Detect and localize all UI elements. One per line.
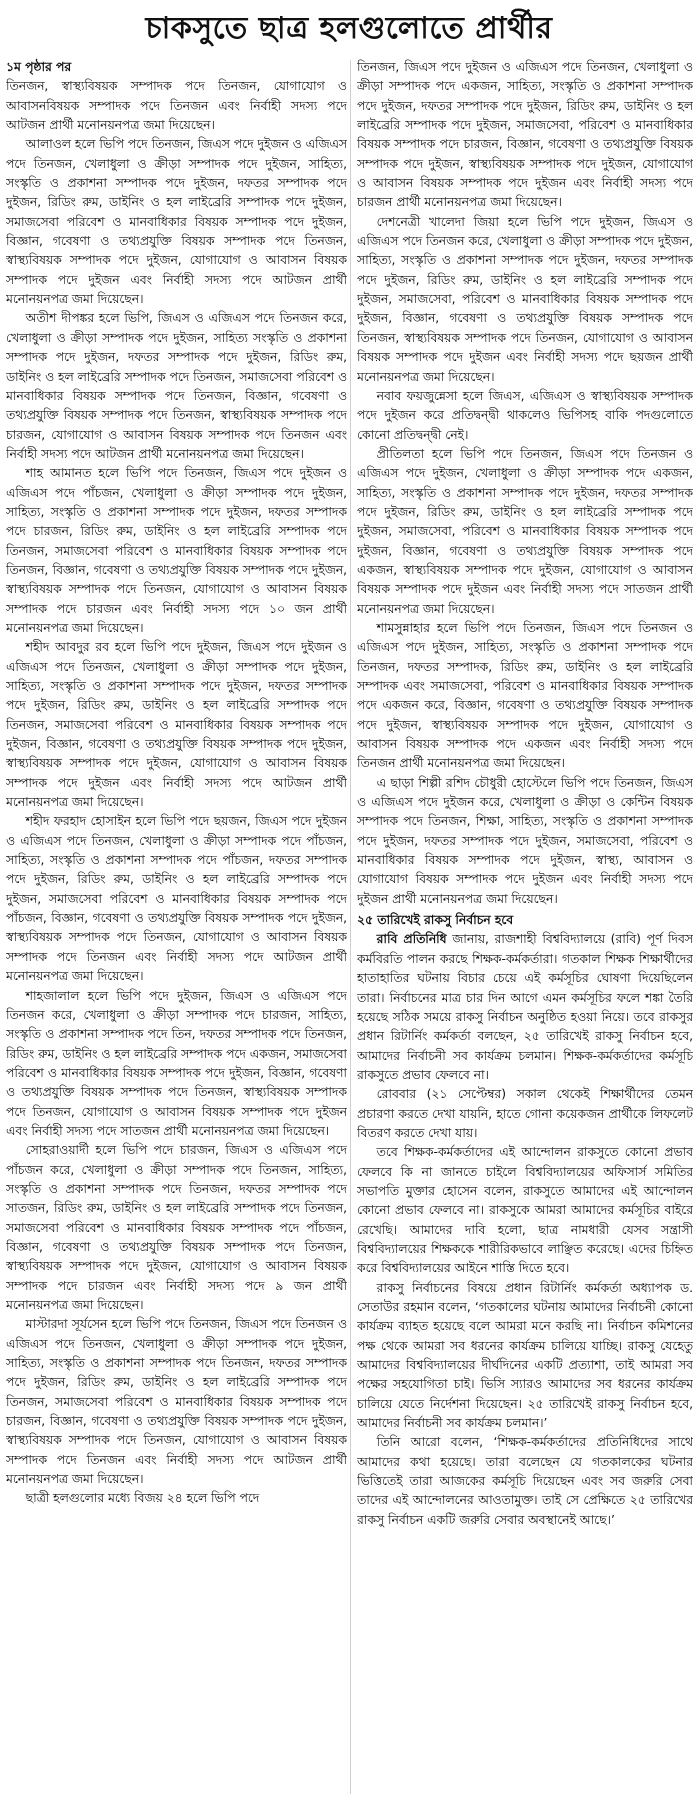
headline: চাকসুতে ছাত্র হলগুলোতে প্রার্থীর [145, 11, 553, 46]
right-column [357, 58, 693, 1798]
dateline: রাবি প্রতিনিধি [376, 932, 447, 947]
article-paragraph: শহীদ ফরহাদ হোসাইন হলে ভিপি পদে ছয়জন, জিএস পদে দুইজন ও এজিএস পদে তিনজন, খেলাধুলা ও ক্রীড়া সম্পাদক পদে পাঁচজন, সাহিত্য, সংস্কৃতি ও প্রকাশনা সম্পাদক পদে পাঁচজন, দফতর সম্পাদক পদে দুইজন, রিডিং রুম, ডাইনিং ও হল লাইব্রেরি সম্পাদক পদে দুইজন, সমাজসেবা পরিবেশ ও মানবাধিকার বিষয়ক সম্পাদক পদে পাঁচজন, বিজ্ঞান, গবেষণা ও তথ্যপ্রযুক্তি বিষয়ক সম্পাদক পদে দুইজন, স্বাস্থ্যবিষয়ক সম্পাদক পদে তিনজন, যোগাযোগ ও আবাসন বিষয়ক সম্পাদক পদে তিনজন এবং নির্বাহী সদস্য পদে আটজন প্রার্থী মনোনয়নপত্র জমা দিয়েছেন। [6, 814, 347, 984]
continued-from-page-label: ১ম পৃষ্ঠার পর [6, 60, 72, 74]
article-paragraph: তিনজন, স্বাস্থ্যবিষয়ক সম্পাদক পদে তিনজন, যোগাযোগ ও আবাসনবিষয়ক সম্পাদক পদে তিনজন এবং নির্বাহী সদস্য পদে আটজন প্রার্থী মনোনয়নপত্র জমা দিয়েছেন। [6, 79, 347, 133]
article-paragraph: মাস্টারদা সূর্যসেন হলে ভিপি পদে তিনজন, জিএস পদে তিনজন ও এজিএস পদে তিনজন, খেলাধুলা ও ক্রীড়া সম্পাদক পদে দুইজন, সাহিত্য, সংস্কৃতি ও প্রকাশনা সম্পাদক পদে তিনজন, দফতর সম্পাদক পদে দুইজন, রিডিং রুম, ডাইনিং ও হল লাইব্রেরি সম্পাদক পদে তিনজন, সমাজসেবা পরিবেশ ও মানবাধিকার বিষয়ক সম্পাদক পদে চারজন, বিজ্ঞান, গবেষণা ও তথ্যপ্রযুক্তি বিষয়ক সম্পাদক পদে দুইজন, স্বাস্থ্যবিষয়ক সম্পাদক পদে তিনজন, যোগাযোগ ও আবাসন বিষয়ক সম্পাদক পদে তিনজন এবং নির্বাহী সদস্য পদে আটজন প্রার্থী মনোনয়নপত্র জমা দিয়েছেন। [6, 1317, 347, 1487]
article-paragraph: রাকসু নির্বাচনের বিষয়ে প্রধান রিটার্নিং কর্মকর্তা অধ্যাপক ড. সেতাউর রহমান বলেন, ‘গতকালের ঘটনায় আমাদের নির্বাচনী কোনো কার্যক্রম ব্যাহত হয়েছে বলে আমরা মনে করছি না। নির্বাচন কমিশনের পক্ষ থেকে আমরা সব ধরনের কার্যক্রম চালিয়ে যাচ্ছি। রাকসু যেহেতু আমাদের বিশ্ববিদ্যালয়ের দীর্ঘদিনের একটি প্রত্যাশা, তাই আমরা সব পক্ষের সহযোগিতা চাই। ভিসি স্যারও আমাদের সব ধরনের কার্যক্রম চালিয়ে যেতে নির্দেশনা দিয়েছেন। ২৫ তারিখেই রাকসু নির্বাচন হবে, আমাদের নির্বাচনী সব কার্যক্রম চলমান।’ [357, 1280, 693, 1431]
article-paragraph: তবে শিক্ষক-কর্মকর্তাদের এই আন্দোলন রাকসুতে কোনো প্রভাব ফেলবে কি না জানতে চাইলে বিশ্ববিদ্যালয়ের অফিসার্স সমিতির সভাপতি মুক্তার হোসেন বলেন, রাকসুতে আমাদের এই আন্দোলন কোনো প্রভাব ফেলবে না। রাকসুকে আমরা আমাদের কর্মসূচির বাইরে রেখেছি। আমাদের দাবি হলো, ছাত্র নামধারী যেসব সন্ত্রাসী বিশ্ববিদ্যালয়ের শিক্ষককে শারীরিকভাবে লাঞ্ছিত করেছে। এদের চিহ্নিত করে বিশ্ববিদ্যালয়ের আইনে শাস্তি দিতে হবে। [357, 1145, 693, 1276]
dateline-text: জানায়, রাজশাহী বিশ্ববিদ্যালয়ে (রাবি) পূর্ণ দিবস কর্মবিরতি পালন করছে শিক্ষক-কর্মকর্তারা। গতকাল শিক্ষক শিক্ষার্থীদের হাতাহাতির ঘটনায় বিচার চেয়ে এই কর্মসূচির ঘোষণা দিয়েছিলেন তারা। নির্বাচনের মাত্র চার দিন আগে এমন কর্মসূচির ফলে শঙ্কা তৈরি হয়েছে সঠিক সময়ে রাকসু নির্বাচন অনুষ্ঠিত হওয়া নিয়ে। তবে রাকসুর প্রধান রিটার্নিং কর্মকর্তা বলছেন, ২৫ তারিখেই রাকসু নির্বাচন হবে, আমাদের নির্বাচনী সব কার্যক্রম চলমান। শিক্ষক-কর্মকর্তাদের কর্মসূচি রাকসুতে প্রভাব ফেলবে না। [357, 932, 693, 1082]
article-paragraph: ছাত্রী হলগুলোর মধ্যে বিজয় ২৪ হলে ভিপি পদে [25, 1491, 260, 1506]
article-paragraph: তিনজন, জিএস পদে দুইজন ও এজিএস পদে তিনজন, খেলাধুলা ও ক্রীড়া সম্পাদক পদে একজন, সাহিত্য, সংস্কৃতি ও প্রকাশনা সম্পাদক পদে দুইজন, দফতর সম্পাদক পদে দুইজন, রিডিং রুম, ডাইনিং ও হল লাইব্রেরি সম্পাদক পদে দুইজন, সমাজসেবা, পরিবেশ ও মানবাধিকার বিষয়ক সম্পাদক পদে চারজন, বিজ্ঞান, গবেষণা ও তথ্যপ্রযুক্তি বিষয়ক সম্পাদক পদে দুইজন, স্বাস্থ্যবিষয়ক সম্পাদক পদে দুইজন, যোগাযোগ ও আবাসন বিষয়ক সম্পাদক পদে দুইজন এবং নির্বাহী সদস্য পদে চারজন প্রার্থী মনোনয়নপত্র জমা দিয়েছেন। [357, 60, 693, 210]
article-paragraph: শহীদ আবদুর রব হলে ভিপি পদে দুইজন, জিএস পদে দুইজন ও এজিএস পদে তিনজন, খেলাধুলা ও ক্রীড়া সম্পাদক পদে দুইজন, সাহিত্য, সংস্কৃতি ও প্রকাশনা সম্পাদক পদে দুইজন, দফতর সম্পাদক পদে দুইজন, রিডিং রুম, ডাইনিং ও হল লাইব্রেরি সম্পাদক পদে তিনজন, সমাজসেবা পরিবেশ ও মানবাধিকার বিষয়ক সম্পাদক পদে দুইজন, বিজ্ঞান, গবেষণা ও তথ্যপ্রযুক্তি বিষয়ক সম্পাদক পদে দুইজন, স্বাস্থ্যবিষয়ক সম্পাদক পদে দুইজন, যোগাযোগ ও আবাসন বিষয়ক সম্পাদক পদে দুইজন এবং নির্বাহী সদস্য পদে আটজন প্রার্থী মনোনয়নপত্র জমা দিয়েছেন। [6, 640, 347, 810]
article-paragraph: শামসুন্নাহার হলে ভিপি পদে তিনজন, জিএস পদে তিনজন ও এজিএস পদে দুইজন, সাহিত্য, সংস্কৃতি ও প্রকাশনা সম্পাদক পদে তিনজন, দফতর সম্পাদক, রিডিং রুম, ডাইনিং ও হল লাইব্রেরি সম্পাদক এবং সমাজসেবা, পরিবেশ ও মানবাধিকার বিষয়ক সম্পাদক পদে একজন করে, বিজ্ঞান, গবেষণা ও তথ্যপ্রযুক্তি বিষয়ক সম্পাদক পদে দুইজন, স্বাস্থ্যবিষয়ক সম্পাদক পদে দুইজন, যোগাযোগ ও আবাসন বিষয়ক সম্পাদক পদে একজন এবং নির্বাহী সদস্য পদে তিনজন প্রার্থী মনোনয়নপত্র জমা দিয়েছেন। [357, 620, 693, 771]
article-paragraph: নবাব ফয়জুন্নেসা হলে জিএস, এজিএস ও স্বাস্থ্যবিষয়ক সম্পাদক পদে দুইজন করে প্রতিদ্বন্দ্বী থাকলেও ভিপিসহ বাকি পদগুলোতে কোনো প্রতিদ্বন্দ্বী নেই। [357, 388, 693, 442]
article-paragraph: প্রীতিলতা হলে ভিপি পদে তিনজন, জিএস পদে তিনজন ও এজিএস পদে দুইজন, খেলাধুলা ও ক্রীড়া সম্পাদক পদে একজন, সাহিত্য, সংস্কৃতি ও প্রকাশনা সম্পাদক পদে দুইজন, দফতর সম্পাদক পদে দুইজন, রিডিং রুম, ডাইনিং ও হল লাইব্রেরি সম্পাদক পদে দুইজন, সমাজসেবা, পরিবেশ ও মানবাধিকার বিষয়ক সম্পাদক পদে দুইজন, বিজ্ঞান, গবেষণা ও তথ্যপ্রযুক্তি বিষয়ক সম্পাদক পদে একজন, স্বাস্থ্যবিষয়ক সম্পাদক পদে দুইজন, যোগাযোগ ও আবাসন বিষয়ক সম্পাদক পদে দুইজন এবং নির্বাহী সদস্য পদে সাতজন প্রার্থী মনোনয়নপত্র জমা দিয়েছেন। [357, 446, 693, 616]
article-paragraph: রোববার (২১ সেপ্টেম্বর) সকাল থেকেই শিক্ষার্থীদের তেমন প্রচারণা করতে দেখা যায়নি, হাতে গোনা কয়েকজন প্রার্থীকে লিফলেট বিতরণ করতে দেখা যায়। [357, 1087, 693, 1140]
article-paragraph: এ ছাড়া শিল্পী রশিদ চৌধুরী হোস্টেলে ভিপি পদে তিনজন, জিএস ও এজিএস পদে দুইজন করে, খেলাধুলা ও ক্রীড়া ও কেন্টিন বিষয়ক সম্পাদক পদে তিনজন, শিক্ষা, সাহিত্য, সংস্কৃতি ও প্রকাশনা সম্পাদক পদে দুইজন, দফতর সম্পাদক পদে দুইজন, সমাজসেবা, পরিবেশ ও মানবাধিকার বিষয়ক সম্পাদক পদে দুইজন, স্বাস্থ্য, আবাসন ও যোগাযোগ বিষয়ক সম্পাদক পদে দুইজন এবং নির্বাহী সদস্য পদে দুইজন প্রার্থী মনোনয়নপত্র জমা দিয়েছেন। [357, 775, 693, 906]
subheading: ২৫ তারিখেই রাকসু নির্বাচন হবে [357, 913, 514, 928]
article-paragraph: সোহরাওয়ার্দী হলে ভিপি পদে চারজন, জিএস ও এজিএস পদে পাঁচজন করে, খেলাধুলা ও ক্রীড়া সম্পাদক পদে তিনজন, সাহিত্য, সংস্কৃতি ও প্রকাশনা সম্পাদক পদে তিনজন, দফতর সম্পাদক পদে সাতজন, রিডিং রুম, ডাইনিং ও হল লাইব্রেরি সম্পাদক পদে তিনজন, সমাজসেবা পরিবেশ ও মানবাধিকার বিষয়ক সম্পাদক পদে পাঁচজন, বিজ্ঞান, গবেষণা ও তথ্যপ্রযুক্তি বিষয়ক সম্পাদক পদে তিনজন, স্বাস্থ্যবিষয়ক সম্পাদক পদে দুইজন, যোগাযোগ ও আবাসন বিষয়ক সম্পাদক পদে চারজন এবং নির্বাহী সদস্য পদে ৯ জন প্রার্থী মনোনয়নপত্র জমা দিয়েছেন। [6, 1143, 347, 1312]
article-paragraph: শাহ আমানত হলে ভিপি পদে তিনজন, জিএস পদে দুইজন ও এজিএস পদে পাঁচজন, খেলাধুলা ও ক্রীড়া সম্পাদক পদে দুইজন, সাহিত্য, সংস্কৃতি ও প্রকাশনা সম্পাদক পদে দুইজন, দফতর সম্পাদক পদে চারজন, রিডিং রুম, ডাইনিং ও হল লাইব্রেরি সম্পাদক পদে তিনজন, সমাজসেবা পরিবেশ ও মানবাধিকার বিষয়ক সম্পাদক পদে তিনজন, বিজ্ঞান, গবেষণা ও তথ্যপ্রযুক্তি বিষয়ক সম্পাদক পদে দুইজন, স্বাস্থ্যবিষয়ক সম্পাদক পদে তিনজন, যোগাযোগ ও আবাসন বিষয়ক সম্পাদক পদে চারজন এবং নির্বাহী সদস্য পদে ১০ জন প্রার্থী মনোনয়নপত্র জমা দিয়েছেন। [6, 466, 347, 635]
left-column [6, 58, 347, 1798]
article-paragraph: তিনি আরো বলেন, ‘শিক্ষক-কর্মকর্তাদের প্রতিনিধিদের সাথে আমাদের কথা হয়েছে। তারা বলেছেন যে গতকালকের ঘটনার ভিত্তিতেই তারা আজকের কর্মসূচি দিয়েছেন এবং সব জরুরি সেবা তাদের এই আন্দোলনের আওতামুক্ত। তাই সে প্রেক্ষিতে ২৫ তারিখের রাকসু নির্বাচন একটি জরুরি সেবার অবস্থানেই আছে।’ [357, 1435, 693, 1527]
article-paragraph: অতীশ দীপঙ্কর হলে ভিপি, জিএস ও এজিএস পদে তিনজন করে, খেলাধুলা ও ক্রীড়া সম্পাদক পদে দুইজন, সাহিত্য সংস্কৃতি ও প্রকাশনা সম্পাদক পদে দুইজন, দফতর সম্পাদক পদে দুইজন, রিডিং রুম, ডাইনিং ও হল লাইব্রেরি সম্পাদক পদে তিনজন, সমাজসেবা পরিবেশ ও মানবাধিকার বিষয়ক সম্পাদক পদে তিনজন, বিজ্ঞান, গবেষণা ও তথ্যপ্রযুক্তি বিষয়ক সম্পাদক পদে তিনজন, স্বাস্থ্যবিষয়ক সম্পাদক পদে চারজন, যোগাযোগ ও আবাসন বিষয়ক সম্পাদক পদে তিনজন এবং নির্বাহী সদস্য পদে আটজন প্রার্থী মনোনয়নপত্র জমা দিয়েছেন। [6, 311, 347, 461]
article-paragraph: দেশনেত্রী খালেদা জিয়া হলে ভিপি পদে দুইজন, জিএস ও এজিএস পদে তিনজন করে, খেলাধুলা ও ক্রীড়া সম্পাদক পদে দুইজন, সাহিত্য, সংস্কৃতি ও প্রকাশনা সম্পাদক পদে দুইজন, দফতর সম্পাদক পদে দুইজন, রিডিং রুম, ডাইনিং ও হল লাইব্রেরি সম্পাদক পদে দুইজন, সমাজসেবা, পরিবেশ ও মানবাধিকার বিষয়ক সম্পাদক পদে দুইজন, বিজ্ঞান, গবেষণা ও তথ্যপ্রযুক্তি বিষয়ক সম্পাদক পদে তিনজন, স্বাস্থ্যবিষয়ক সম্পাদক পদে তিনজন, যোগাযোগ ও আবাসন বিষয়ক সম্পাদক পদে দুইজন এবং নির্বাহী সদস্য পদে ছয়জন প্রার্থী মনোনয়নপত্র জমা দিয়েছেন। [357, 214, 693, 384]
article-paragraph-dateline [357, 930, 693, 1085]
column-divider [350, 60, 351, 1794]
article-paragraph: আলাওল হলে ভিপি পদে তিনজন, জিএস পদে দুইজন ও এজিএস পদে তিনজন, খেলাধুলা ও ক্রীড়া সম্পাদক পদে দুইজন, সাহিত্য, সংস্কৃতি ও প্রকাশনা সম্পাদক পদে দুইজন, দফতর সম্পাদক পদে দুইজন, রিডিং রুম, ডাইনিং ও হল লাইব্রেরি সম্পাদক পদে দুইজন, সমাজসেবা পরিবেশ ও মানবাধিকার বিষয়ক সম্পাদক পদে দুইজন, বিজ্ঞান, গবেষণা ও তথ্যপ্রযুক্তি বিষয়ক সম্পাদক পদে তিনজন, স্বাস্থ্যবিষয়ক সম্পাদক পদে দুইজন, যোগাযোগ ও আবাসন বিষয়ক সম্পাদক পদে দুইজন এবং নির্বাহী সদস্য পদে আটজন প্রার্থী মনোনয়নপত্র জমা দিয়েছেন। [6, 137, 347, 307]
article-paragraph: শাহজালাল হলে ভিপি পদে দুইজন, জিএস ও এজিএস পদে তিনজন করে, খেলাধুলা ও ক্রীড়া সম্পাদক পদে চারজন, সাহিত্য, সংস্কৃতি ও প্রকাশনা সম্পাদক পদে তিন, দফতর সম্পাদক পদে তিনজন, রিডিং রুম, ডাইনিং ও হল লাইব্রেরি সম্পাদক পদে একজন, সমাজসেবা পরিবেশ ও মানবাধিকার বিষয়ক সম্পাদক পদে দুইজন, বিজ্ঞান, গবেষণা ও তথ্যপ্রযুক্তি বিষয়ক সম্পাদক পদে তিনজন, স্বাস্থ্যবিষয়ক সম্পাদক পদে তিনজন, যোগাযোগ ও আবাসন বিষয়ক সম্পাদক পদে দুইজন এবং নির্বাহী সদস্য পদে সাতজন প্রার্থী মনোনয়নপত্র জমা দিয়েছেন। [6, 988, 347, 1138]
